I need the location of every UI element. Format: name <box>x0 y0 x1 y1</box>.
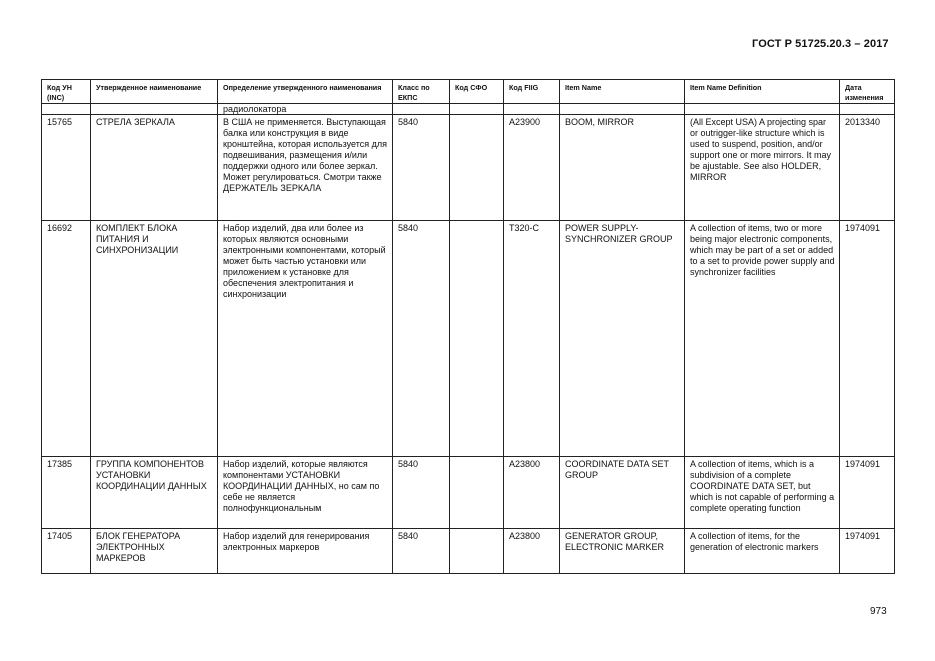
cell-ekps-class: 5840 <box>393 529 450 574</box>
header-item-name: Item Name <box>560 80 685 104</box>
cell-ekps-class: 5840 <box>393 457 450 529</box>
header-fiig-code: Код FIIG <box>504 80 560 104</box>
cell-approved-name: БЛОК ГЕНЕРАТОРА ЭЛЕКТРОННЫХ МАРКЕРОВ <box>91 529 218 574</box>
cell-approved-name: СТРЕЛА ЗЕРКАЛА <box>91 115 218 221</box>
cell-item-name-definition: A collection of items, two or more being major electronic components, which may be part of a set or added to a set to provide power supply and synchronizer facilities <box>685 221 840 457</box>
cell-sfo-code <box>450 529 504 574</box>
cell-item-name: COORDINATE DATA SET GROUP <box>560 457 685 529</box>
cell-sfo-code <box>450 221 504 457</box>
cell-approved-definition: В США не применяется. Выступающая балка или конструкция в виде кронштейна, которая используется для подвешивания, размещения и/или поддержки одного или более зеркал. Может регулироваться. Смотри также ДЕРЖАТЕЛЬ ЗЕРКАЛА <box>218 115 393 221</box>
cell-approved-definition: Набор изделий, которые являются компонентами УСТАНОВКИ КООРДИНАЦИИ ДАННЫХ, но сам по себе не является полнофункциональным <box>218 457 393 529</box>
cell-fiig-code: A23800 <box>504 457 560 529</box>
continuation-row <box>42 104 895 115</box>
cell-fiig-code: A23900 <box>504 115 560 221</box>
table-row <box>42 115 895 221</box>
cell-inc: 17405 <box>42 529 91 574</box>
cell-change-date: 1974091 <box>840 221 895 457</box>
cell-change-date: 1974091 <box>840 457 895 529</box>
cell-inc: 17385 <box>42 457 91 529</box>
table-header-row <box>42 80 895 104</box>
header-item-name-definition: Item Name Definition <box>685 80 840 104</box>
cell-ekps-class: 5840 <box>393 115 450 221</box>
cell-inc: 15765 <box>42 115 91 221</box>
cell-approved-definition: Набор изделий для генерирования электронных маркеров <box>218 529 393 574</box>
cell-item-name: GENERATOR GROUP, ELECTRONIC MARKER <box>560 529 685 574</box>
continuation-definition: радиолокатора <box>218 104 393 115</box>
table-row <box>42 457 895 529</box>
header-inc: Код УН (INC) <box>42 80 91 104</box>
catalog-table <box>41 79 895 574</box>
header-change-date: Дата изменения <box>840 80 895 104</box>
cell-inc: 16692 <box>42 221 91 457</box>
page-number: 973 <box>870 606 887 617</box>
cell-item-name-definition: A collection of items, for the generation of electronic markers <box>685 529 840 574</box>
header-approved-definition: Определение утвержденного наименования <box>218 80 393 104</box>
cell-fiig-code: T320-C <box>504 221 560 457</box>
cell-approved-name: КОМПЛЕКТ БЛОКА ПИТАНИЯ И СИНХРОНИЗАЦИИ <box>91 221 218 457</box>
cell-sfo-code <box>450 115 504 221</box>
header-approved-name: Утвержденное наименование <box>91 80 218 104</box>
cell-approved-definition: Набор изделий, два или более из которых являются основными электронными компонентами, который может быть частью установки или приложением к установке для обеспечения электропитания и синхронизации <box>218 221 393 457</box>
document-standard-number: ГОСТ Р 51725.20.3 – 2017 <box>752 38 889 50</box>
table-row <box>42 529 895 574</box>
header-sfo-code: Код СФО <box>450 80 504 104</box>
cell-ekps-class: 5840 <box>393 221 450 457</box>
cell-approved-name: ГРУППА КОМПОНЕНТОВ УСТАНОВКИ КООРДИНАЦИИ ДАННЫХ <box>91 457 218 529</box>
cell-item-name: POWER SUPPLY-SYNCHRONIZER GROUP <box>560 221 685 457</box>
cell-item-name-definition: A collection of items, which is a subdivision of a complete COORDINATE DATA SET, but which is not capable of performing a complete operating function <box>685 457 840 529</box>
cell-change-date: 2013340 <box>840 115 895 221</box>
header-ekps-class: Класс по ЕКПС <box>393 80 450 104</box>
cell-item-name: BOOM, MIRROR <box>560 115 685 221</box>
cell-fiig-code: A23800 <box>504 529 560 574</box>
cell-change-date: 1974091 <box>840 529 895 574</box>
table-row <box>42 221 895 457</box>
cell-item-name-definition: (All Except USA) A projecting spar or outrigger-like structure which is used to suspend, position, and/or support one or more mirrors. It may be ajustable. See also HOLDER, MIRROR <box>685 115 840 221</box>
cell-sfo-code <box>450 457 504 529</box>
